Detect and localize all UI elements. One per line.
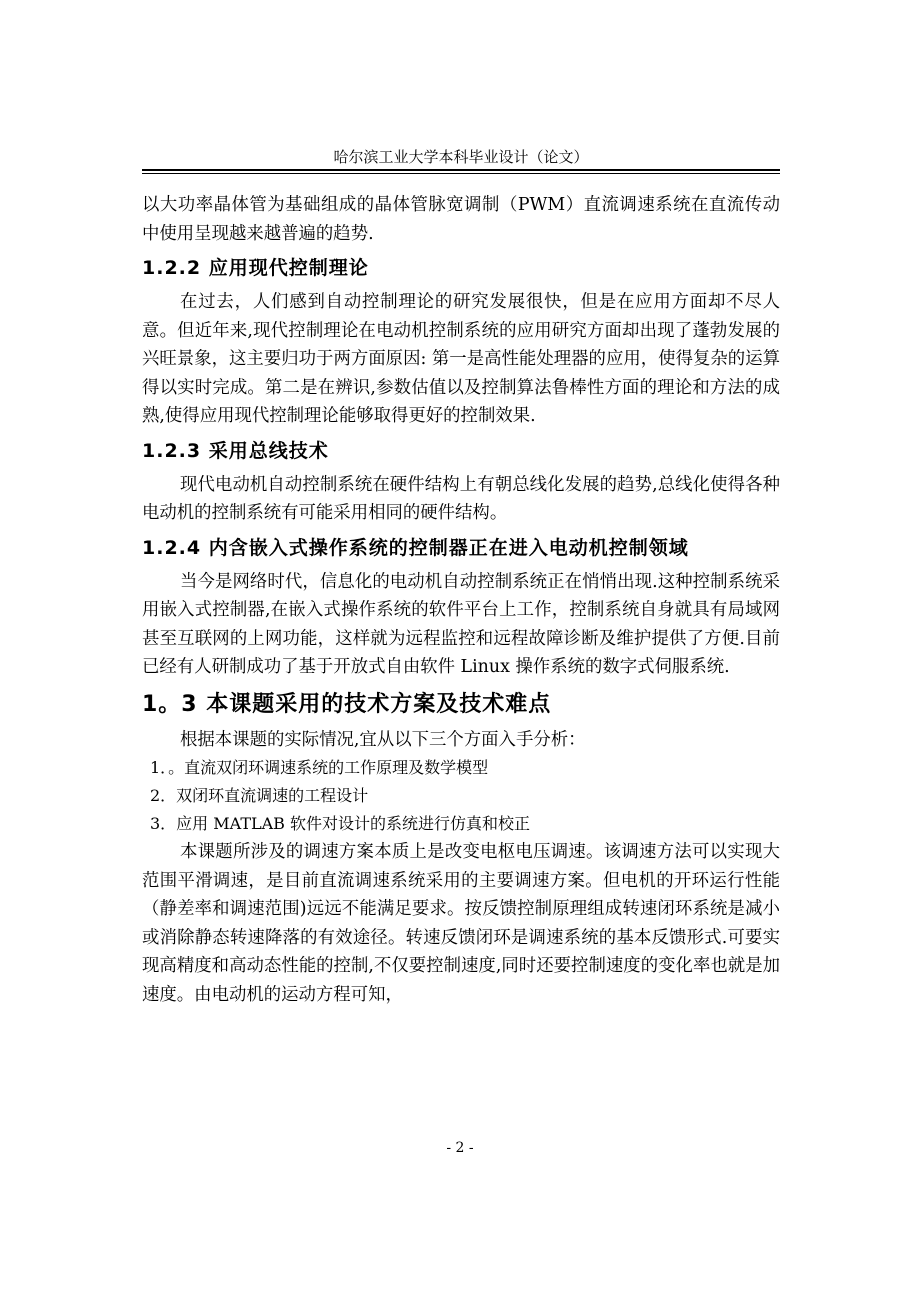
- list-item-1: 1．。直流双闭环调速系统的工作原理及数学模型: [150, 758, 489, 777]
- list-item-2: 2．双闭环直流调速的工程设计: [150, 786, 369, 805]
- page-header: 哈尔滨工业大学本科毕业设计（论文）: [333, 148, 589, 166]
- document-body: [142, 191, 780, 1009]
- section-heading-1-2-4: 1.2.4 内含嵌入式操作系统的控制器正在进入电动机控制领域: [142, 536, 689, 559]
- paragraph-speed-scheme: 本课题所涉及的调速方案本质上是改变电枢电压调速。该调速方法可以实现大范围平滑调速，是目前直流调速系统采用的主要调速方案。但电机的开环运行性能（静差率和调速范围)远远不能满足要求。按反馈控制原理组成转速闭环系统是减小或消除静态转速降落的有效途径。转速反馈闭环是调速系统的基本反馈形式.可要实现高精度和高动态性能的控制,不仅要控制速度,同时还要控制速度的变化率也就是加速度。由电动机的运动方程可知，: [142, 842, 780, 1005]
- paragraph-pwm: 以大功率晶体管为基础组成的晶体管脉宽调制（PWM）直流调速系统在直流传动中使用呈现越来越普遍的趋势.: [142, 195, 780, 244]
- paragraph-bus-technology: 现代电动机自动控制系统在硬件结构上有朝总线化发展的趋势,总线化使得各种电动机的控制系统有可能采用相同的硬件结构。: [142, 474, 780, 523]
- paragraph-analysis-intro: 根据本课题的实际情况,宜从以下三个方面入手分析：: [180, 729, 586, 750]
- header-rule-thin: [142, 173, 780, 174]
- section-heading-1-2-2: 1.2.2 应用现代控制理论: [142, 257, 369, 279]
- section-heading-1-3: 1。3 本课题采用的技术方案及技术难点: [142, 691, 552, 717]
- list-item-3: 3．应用 MATLAB 软件对设计的系统进行仿真和校正: [150, 814, 531, 833]
- paragraph-embedded-controller: 当今是网络时代，信息化的电动机自动控制系统正在悄悄出现.这种控制系统采用嵌入式控制器,在嵌入式操作系统的软件平台上工作，控制系统自身就具有局域网甚至互联网的上网功能，这样就为远程监控和远程故障诊断及维护提供了方便.目前已经有人研制成功了基于开放式自由软件 Linux 操作系统的数字式伺服系统.: [142, 571, 780, 677]
- paragraph-modern-control: 在过去，人们感到自动控制理论的研究发展很快，但是在应用方面却不尽人意。但近年来,现代控制理论在电动机控制系统的应用研究方面却出现了蓬勃发展的兴旺景象，这主要归功于两方面原因: 第一是高性能处理器的应用，使得复杂的运算得以实时完成。第二是在辨识,参数估值以及控制算法鲁棒性方面的理论和方法的成熟,使得应用现代控制理论能够取得更好的控制效果.: [142, 292, 780, 426]
- header-rule-thick: [142, 169, 780, 171]
- section-heading-1-2-3: 1.2.3 采用总线技术: [142, 439, 329, 462]
- page-number: - 2 -: [446, 1140, 474, 1156]
